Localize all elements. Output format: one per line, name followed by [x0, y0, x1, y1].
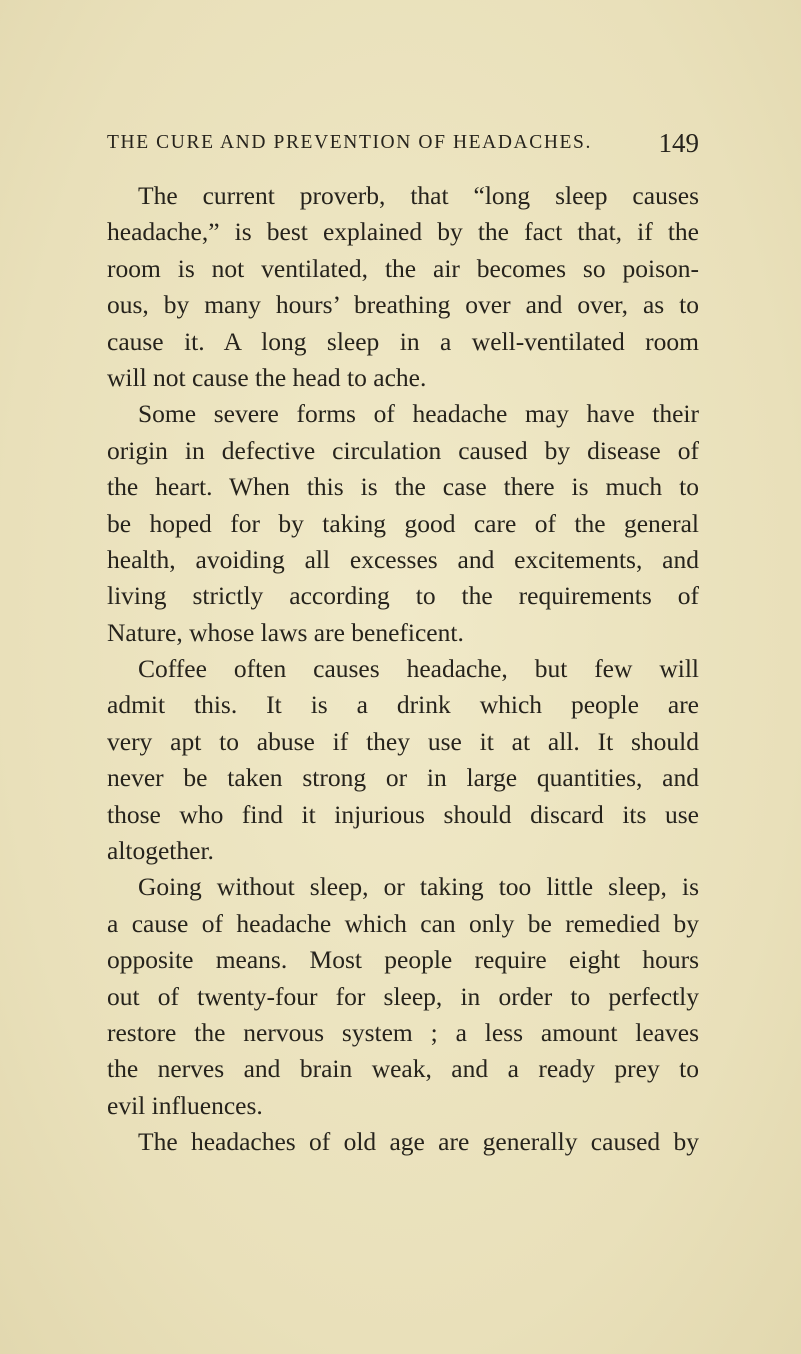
text-line: room is not ventilated, the air becomes so poison-	[107, 253, 699, 283]
text-line: those who find it injurious should discard its use	[107, 799, 699, 829]
text-line: the nerves and brain weak, and a ready prey to	[107, 1054, 699, 1084]
text-line: Some severe forms of headache may have their	[138, 399, 699, 429]
text-line: out of twenty-four for sleep, in order to perfectly	[107, 981, 699, 1011]
text-line: the heart. When this is the case there is much to	[107, 472, 699, 502]
text-line: living strictly according to the requirements of	[107, 581, 699, 611]
running-head	[107, 128, 699, 162]
page-number: 149	[658, 128, 699, 158]
text-line: Going without sleep, or taking too little sleep, is	[138, 872, 699, 902]
text-line: altogether.	[107, 836, 214, 866]
text-line: The current proverb, that “long sleep causes	[138, 181, 699, 210]
text-line: opposite means. Most people require eight hours	[107, 945, 699, 975]
text-line: cause it. A long sleep in a well-ventilated room	[107, 326, 699, 356]
running-title: THE CURE AND PREVENTION OF HEADACHES.	[107, 132, 592, 153]
text-line: ous, by many hours’ breathing over and over, as to	[107, 290, 699, 320]
text-line: origin in defective circulation caused by disease of	[107, 435, 699, 465]
text-line: will not cause the head to ache.	[107, 362, 427, 392]
text-line: never be taken strong or in large quantities, and	[107, 763, 699, 793]
text-line: health, avoiding all excesses and excitements, and	[107, 544, 699, 574]
text-line: The headaches of old age are generally caused by	[138, 1127, 699, 1157]
text-line: very apt to abuse if they use it at all. It should	[107, 726, 699, 756]
text-line: admit this. It is a drink which people are	[107, 690, 699, 720]
body-text	[107, 178, 699, 1161]
text-line: headache,” is best explained by the fact that, if the	[107, 217, 699, 247]
text-line: a cause of headache which can only be remedied by	[107, 908, 699, 938]
text-line: Nature, whose laws are beneficent.	[107, 617, 464, 647]
text-line: Coffee often causes headache, but few will	[138, 654, 699, 684]
text-line: restore the nervous system ; a less amount leaves	[107, 1017, 699, 1047]
text-line: evil influences.	[107, 1090, 263, 1120]
text-line: be hoped for by taking good care of the general	[107, 508, 699, 538]
